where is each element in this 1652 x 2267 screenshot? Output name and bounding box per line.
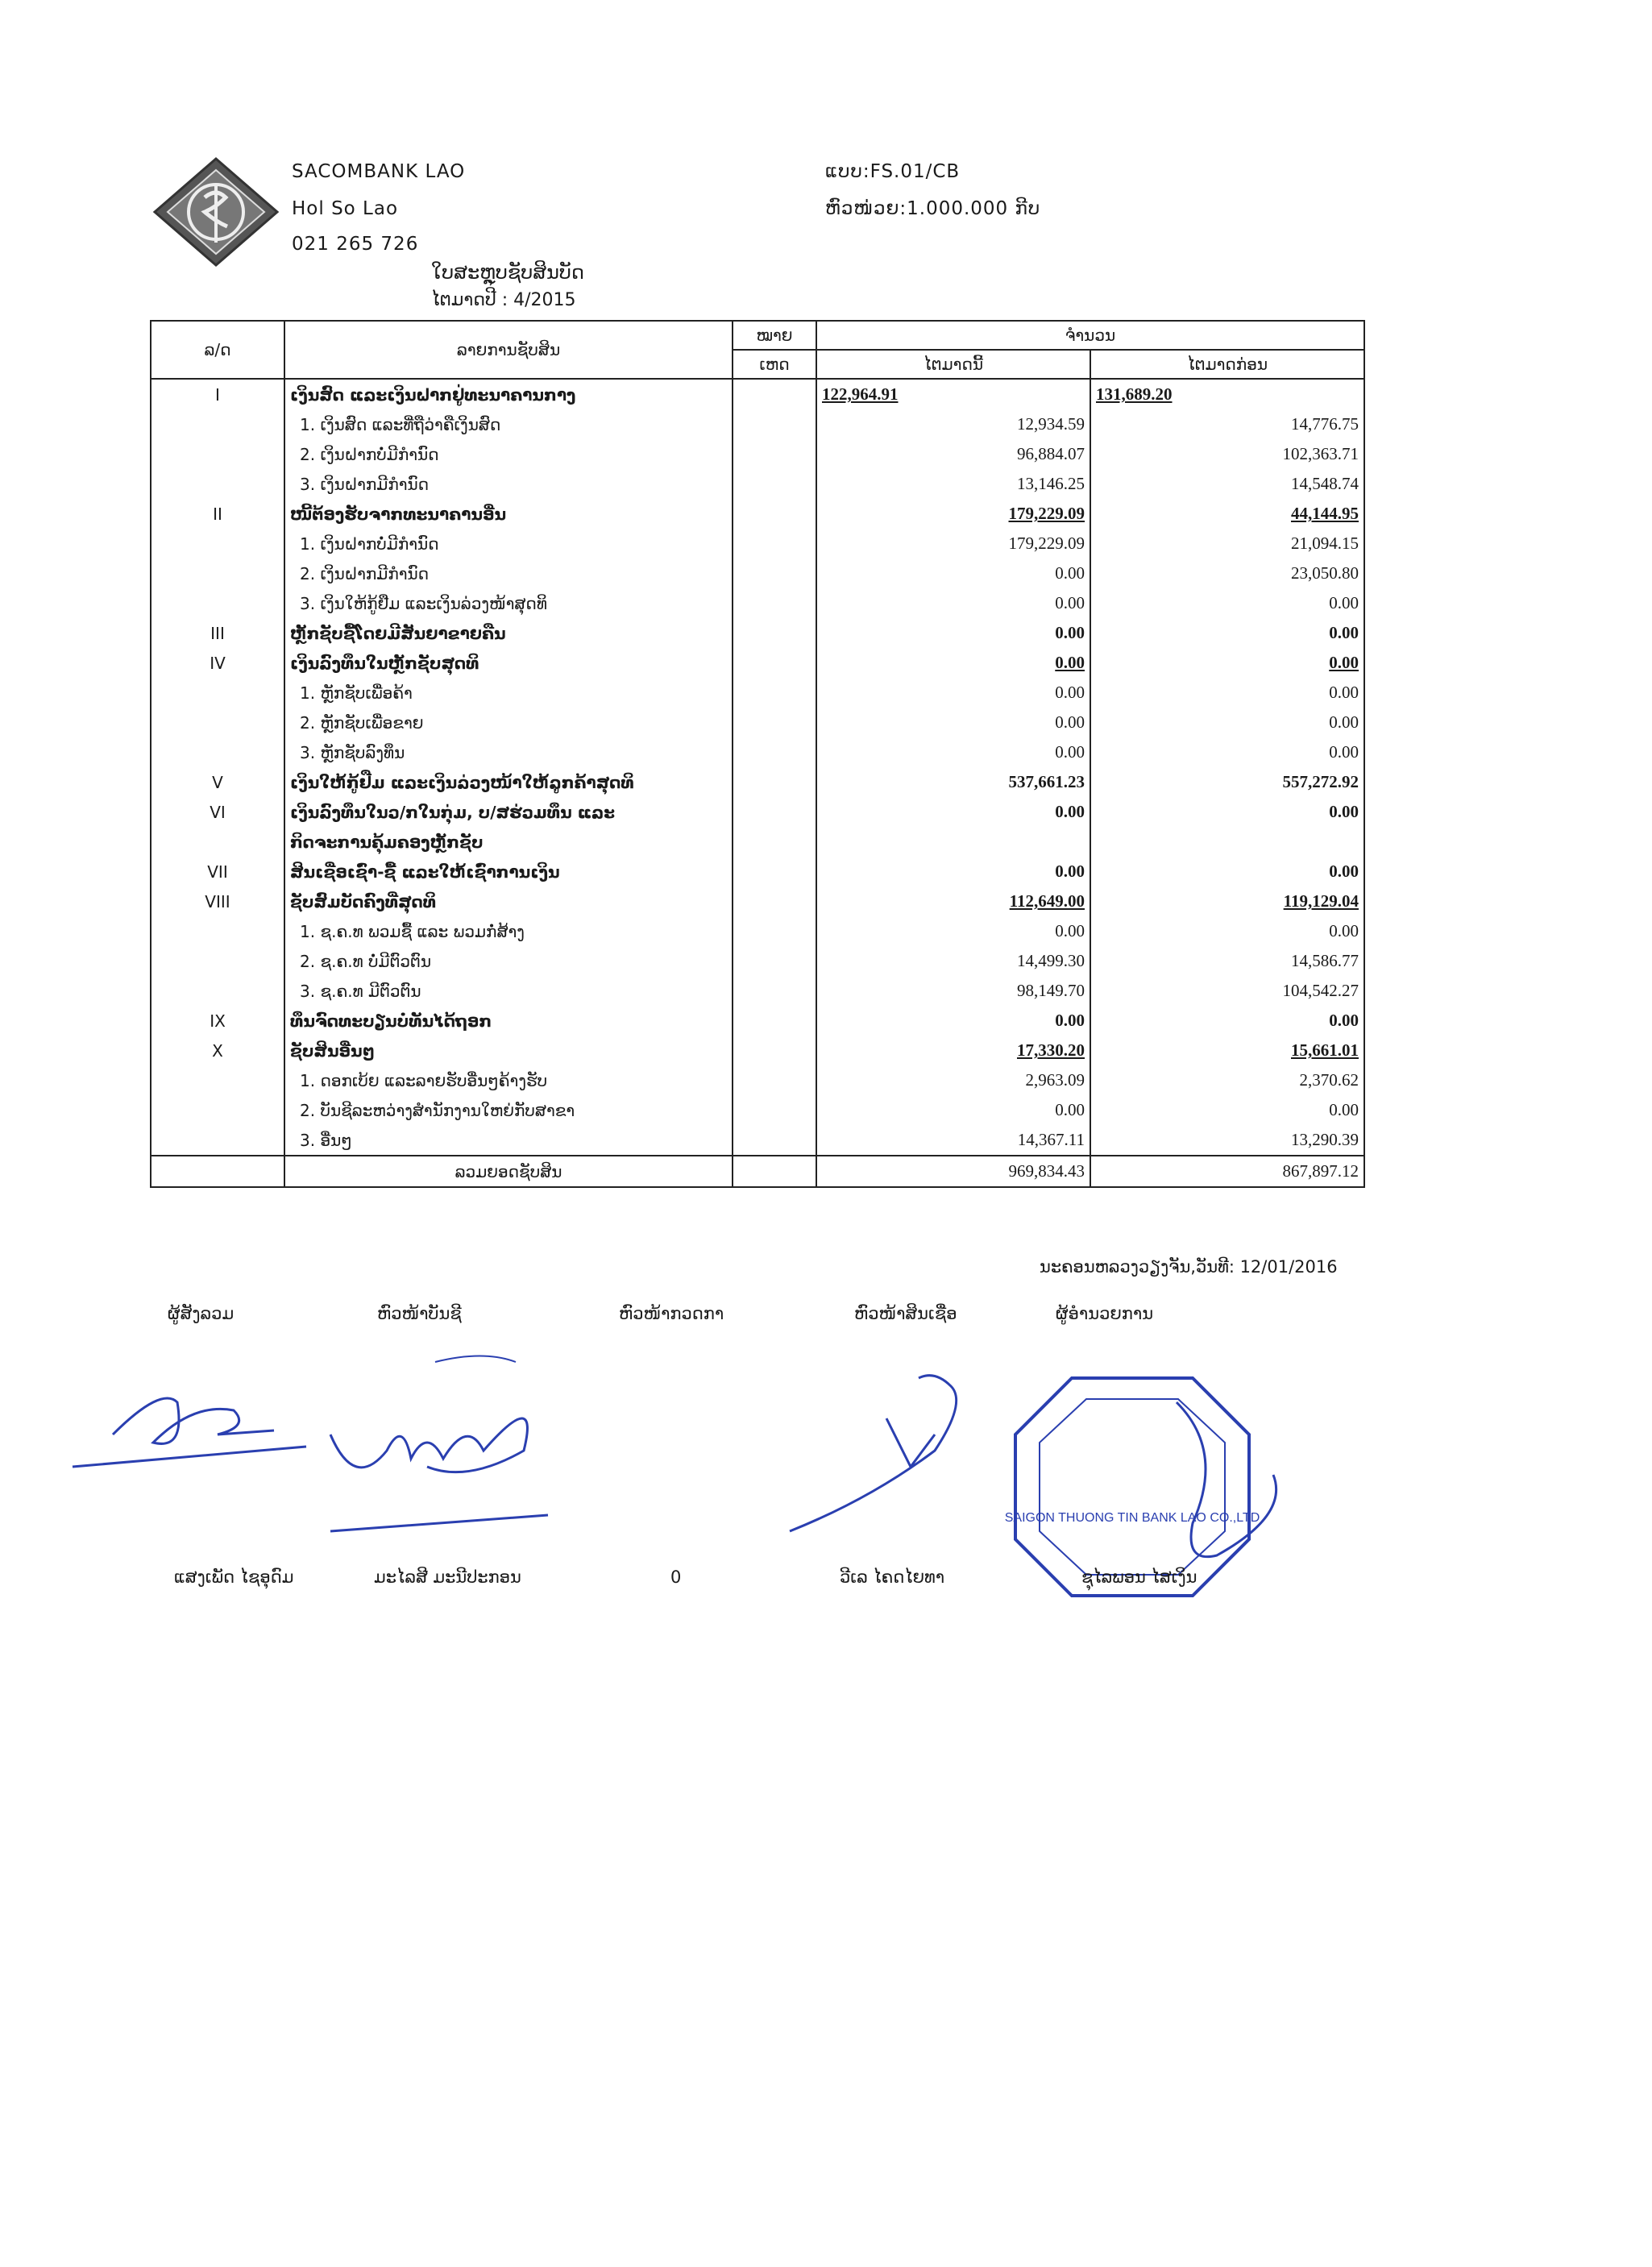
- table-row: [151, 737, 1364, 767]
- row-previous: [1090, 439, 1364, 469]
- row-note: [733, 1006, 816, 1036]
- row-code: V: [151, 767, 284, 797]
- row-current-value: 2,963.09: [1025, 1070, 1085, 1090]
- row-current-value: 0.00: [1055, 1100, 1085, 1119]
- table-row: [151, 1065, 1364, 1095]
- row-current: [816, 439, 1090, 469]
- row-item: ຊັບສົມບັດຄົງທີ່ສຸດທິ: [284, 886, 733, 916]
- row-previous-value: 0.00: [1329, 623, 1359, 642]
- row-current: [816, 469, 1090, 499]
- bank-logo: [152, 156, 280, 268]
- phone-number: 021 265 726: [292, 234, 419, 255]
- row-previous-value: 0.00: [1329, 742, 1359, 762]
- row-previous-value: 23,050.80: [1291, 563, 1359, 583]
- row-item: 3. ຫຼັກຊັບລົງທຶນ: [284, 737, 733, 767]
- row-current: [816, 1036, 1090, 1065]
- row-previous-value: 14,586.77: [1291, 951, 1359, 970]
- row-note: [733, 737, 816, 767]
- row-item: ຫຼັກຊັບຊື້ໂດຍມີສັນຍາຂາຍຄືນ: [284, 618, 733, 648]
- row-current-value: 0.00: [1055, 683, 1085, 702]
- row-previous-value: 119,129.04: [1283, 891, 1359, 911]
- row-current: [816, 1006, 1090, 1036]
- row-current: [816, 618, 1090, 648]
- row-item: ທຶນຈົດທະບຽນບໍ່ທັນໄດ້ຖອກ: [284, 1006, 733, 1036]
- row-previous: [1090, 1006, 1364, 1036]
- row-previous-value: 131,689.20: [1096, 384, 1173, 404]
- row-previous-value: 0.00: [1329, 921, 1359, 940]
- row-item: ສິນເຊື່ອເຊົ່າ-ຊື້ ແລະໃຫ້ເຊົ່າການເງິນ: [284, 857, 733, 886]
- row-current-value: 17,330.20: [1017, 1040, 1085, 1060]
- row-current-value: 96,884.07: [1017, 444, 1085, 463]
- total-previous: 867,897.12: [1090, 1156, 1364, 1187]
- col-previous-header: ໄຕມາດກ່ອນ: [1090, 350, 1364, 379]
- total-note-cell: [733, 1156, 816, 1187]
- row-previous: [1090, 1036, 1364, 1065]
- row-current-value: 179,229.09: [1008, 534, 1085, 553]
- col-note-header: ໝາຍ: [733, 321, 816, 350]
- row-code: [151, 946, 284, 976]
- row-previous-value: 557,272.92: [1282, 772, 1359, 791]
- row-current-value: 0.00: [1055, 742, 1085, 762]
- row-item: ໜີ້ຕ້ອງຮັບຈາກທະນາຄານອື່ນ: [284, 499, 733, 529]
- row-item: 1. ເງິນຝາກບໍ່ມີກຳນົດ: [284, 529, 733, 558]
- row-note: [733, 1125, 816, 1156]
- row-note: [733, 1065, 816, 1095]
- row-previous: [1090, 1095, 1364, 1125]
- table-row: [151, 886, 1364, 916]
- row-item: 3. ເງິນຝາກມີກຳນົດ: [284, 469, 733, 499]
- row-code: [151, 529, 284, 558]
- row-code: [151, 409, 284, 439]
- row-previous-value: 0.00: [1329, 653, 1359, 672]
- row-current: [816, 737, 1090, 767]
- signer-role-chief-accountant: ຫົວໜ້າບັນຊີ: [377, 1304, 462, 1323]
- row-current: [816, 379, 1090, 409]
- total-row: [151, 1156, 1364, 1187]
- col-item-header: ລາຍການຊັບສິນ: [284, 321, 733, 379]
- row-previous: [1090, 737, 1364, 767]
- row-note: [733, 886, 816, 916]
- table-row: [151, 409, 1364, 439]
- row-note: [733, 857, 816, 886]
- row-previous: [1090, 409, 1364, 439]
- row-code: [151, 737, 284, 767]
- row-code: IX: [151, 1006, 284, 1036]
- row-note: [733, 797, 816, 827]
- row-code: VIII: [151, 886, 284, 916]
- row-item: 1. ດອກເບ້ຍ ແລະລາຍຮັບອື່ນໆຄ້າງຮັບ: [284, 1065, 733, 1095]
- col-current-header: ໄຕມາດນີ້: [816, 350, 1090, 379]
- row-previous: [1090, 946, 1364, 976]
- row-previous-value: 13,290.39: [1291, 1130, 1359, 1149]
- table-row: [151, 708, 1364, 737]
- row-current: [816, 1095, 1090, 1125]
- row-note: [733, 708, 816, 737]
- row-item: 2. ຊ.ຄ.ທ ບໍ່ມີຕົວຕົນ: [284, 946, 733, 976]
- table-row: [151, 797, 1364, 827]
- signer-role-credit-head: ຫົວໜ້າສິນເຊື່ອ: [854, 1304, 957, 1323]
- row-note: [733, 678, 816, 708]
- row-note: [733, 529, 816, 558]
- row-code: [151, 708, 284, 737]
- row-current-value: 0.00: [1055, 862, 1085, 881]
- row-previous: [1090, 1125, 1364, 1156]
- row-current-value: 122,964.91: [822, 384, 899, 404]
- row-previous: [1090, 678, 1364, 708]
- table-row: [151, 469, 1364, 499]
- row-code: [151, 558, 284, 588]
- row-note: [733, 499, 816, 529]
- row-item: 2. ຫຼັກຊັບເພື່ອຂາຍ: [284, 708, 733, 737]
- row-note: [733, 409, 816, 439]
- document-period: ໄຕມາດປີ : 4/2015: [431, 290, 576, 310]
- table-row: [151, 439, 1364, 469]
- row-item: 1. ເງິນສົດ ແລະທີ່ຖືວ່າຄືເງິນສົດ: [284, 409, 733, 439]
- col-no-header: ລ/ດ: [151, 321, 284, 379]
- row-previous: [1090, 529, 1364, 558]
- row-item: ເງິນລົງທຶນໃນຫຼັກຊັບສຸດທິ: [284, 648, 733, 678]
- row-previous-value: 15,661.01: [1291, 1040, 1359, 1060]
- total-code-cell: [151, 1156, 284, 1187]
- row-previous-value: 2,370.62: [1299, 1070, 1359, 1090]
- row-previous-value: 0.00: [1329, 593, 1359, 612]
- row-current: [816, 499, 1090, 529]
- signer-role-compiler: ຜູ້ສັງລວມ: [168, 1304, 235, 1323]
- row-previous-value: 21,094.15: [1291, 534, 1359, 553]
- total-label: ລວມຍອດຊັບສິນ: [284, 1156, 733, 1187]
- row-code: [151, 439, 284, 469]
- bank-name: SACOMBANK LAO: [292, 161, 466, 182]
- row-current-value: 14,367.11: [1017, 1130, 1085, 1149]
- form-code: ແບບ:FS.01/CB: [825, 161, 961, 182]
- row-note: [733, 379, 816, 409]
- row-current: [816, 648, 1090, 678]
- row-current: [816, 767, 1090, 797]
- row-code: [151, 469, 284, 499]
- row-current: [816, 529, 1090, 558]
- signer-name-credit-head: ວີເລ ໄຄດໄຍທາ: [840, 1567, 945, 1587]
- row-previous: [1090, 558, 1364, 588]
- row-previous-value: 0.00: [1329, 802, 1359, 821]
- row-note: [733, 1095, 816, 1125]
- row-current-value: 179,229.09: [1008, 504, 1085, 523]
- row-note: [733, 469, 816, 499]
- row-current-value: 0.00: [1055, 921, 1085, 940]
- table-row: [151, 648, 1364, 678]
- row-code: II: [151, 499, 284, 529]
- row-previous: [1090, 648, 1364, 678]
- row-current: [816, 678, 1090, 708]
- table-row: [151, 618, 1364, 648]
- row-item: 3. ເງິນໃຫ້ກູ້ຢືມ ແລະເງິນລ່ວງໜ້າສຸດທິ: [284, 588, 733, 618]
- row-previous: [1090, 976, 1364, 1006]
- balance-sheet-table: [150, 320, 1365, 1188]
- row-previous-value: 14,776.75: [1291, 414, 1359, 434]
- row-note: [733, 1036, 816, 1065]
- row-code: VI: [151, 797, 284, 827]
- table-row: [151, 558, 1364, 588]
- row-note: [733, 558, 816, 588]
- row-item: ຊັບສິນອື່ນໆ: [284, 1036, 733, 1065]
- table-row: [151, 588, 1364, 618]
- row-current: [816, 976, 1090, 1006]
- row-previous-value: 0.00: [1329, 683, 1359, 702]
- table-row: [151, 1125, 1364, 1156]
- row-code: [151, 1125, 284, 1156]
- table-row: [151, 499, 1364, 529]
- table-row: [151, 379, 1364, 409]
- table-body: [151, 379, 1364, 1156]
- row-previous-value: 0.00: [1329, 1011, 1359, 1030]
- row-item: 1. ຫຼັກຊັບເພື່ອຄ້າ: [284, 678, 733, 708]
- row-previous-value: 44,144.95: [1291, 504, 1359, 523]
- row-code: [151, 678, 284, 708]
- row-current: [816, 1125, 1090, 1156]
- row-note: [733, 916, 816, 946]
- office-name: Hol So Lao: [292, 198, 399, 219]
- signer-name-director: ຊຸໄລພອນ ໄສເງິນ: [1081, 1567, 1197, 1587]
- row-item: ເງິນໃຫ້ກູ້ຢືມ ແລະເງິນລ່ວງໜ້າໃຫ້ລູກຄ້າສຸດທິ: [284, 767, 733, 797]
- row-code: [151, 916, 284, 946]
- row-current-value: 0.00: [1055, 563, 1085, 583]
- signer-name-chief-accountant: ມະໄລສີ ມະນີປະກອນ: [374, 1567, 521, 1587]
- row-code: III: [151, 618, 284, 648]
- table-row: [151, 946, 1364, 976]
- row-item: ເງິນສົດ ແລະເງິນຝາກຢູ່ທະນາຄານກາງ: [284, 379, 733, 409]
- table-row: [151, 1036, 1364, 1065]
- row-current-value: 12,934.59: [1017, 414, 1085, 434]
- row-previous-value: 0.00: [1329, 1100, 1359, 1119]
- row-item: ເງິນລົງທຶນໃນວ/ກໃນກຸ່ມ, ບ/ສຮ່ວມທຶນ ແລະ: [284, 797, 733, 827]
- signer-role-inspector: ຫົວໜ້າກວດກາ: [619, 1304, 724, 1323]
- row-note: [733, 588, 816, 618]
- table-row: [151, 857, 1364, 886]
- row-previous: [1090, 1065, 1364, 1095]
- row-previous: [1090, 588, 1364, 618]
- table-row: [151, 767, 1364, 797]
- row-previous: [1090, 379, 1364, 409]
- row-current: [816, 409, 1090, 439]
- row-code: I: [151, 379, 284, 409]
- row-current: [816, 558, 1090, 588]
- row-current: [816, 827, 1090, 857]
- row-code: [151, 1065, 284, 1095]
- table-row: [151, 916, 1364, 946]
- table-row: [151, 678, 1364, 708]
- row-current: [816, 886, 1090, 916]
- signer-name-compiler: ແສງເພັດ ໄຊອຸດົມ: [174, 1567, 294, 1587]
- row-note: [733, 767, 816, 797]
- row-previous: [1090, 469, 1364, 499]
- row-code: [151, 1095, 284, 1125]
- row-previous-value: 14,548.74: [1291, 474, 1359, 493]
- document-title: ໃບສະຫຼຸບຊັບສິນບັດ: [431, 261, 584, 284]
- row-note: [733, 827, 816, 857]
- row-current-value: 0.00: [1055, 593, 1085, 612]
- row-current-value: 0.00: [1055, 802, 1085, 821]
- row-previous-value: 0.00: [1329, 712, 1359, 732]
- row-previous: [1090, 708, 1364, 737]
- unit-label: ຫົວໜ່ວຍ:1.000.000 ກີບ: [825, 198, 1041, 219]
- row-current: [816, 1065, 1090, 1095]
- row-current: [816, 946, 1090, 976]
- row-current-value: 98,149.70: [1017, 981, 1085, 1000]
- row-previous: [1090, 618, 1364, 648]
- row-previous: [1090, 916, 1364, 946]
- row-previous: [1090, 886, 1364, 916]
- row-note: [733, 946, 816, 976]
- place-date: ນະຄອນຫລວງວຽງຈັນ,ວັນທີ: 12/01/2016: [1040, 1257, 1338, 1277]
- row-current-value: 537,661.23: [1008, 772, 1085, 791]
- row-current: [816, 916, 1090, 946]
- row-current-value: 14,499.30: [1017, 951, 1085, 970]
- row-previous: [1090, 767, 1364, 797]
- row-item: 3. ອື່ນໆ: [284, 1125, 733, 1156]
- row-code: [151, 588, 284, 618]
- row-current-value: 0.00: [1055, 623, 1085, 642]
- row-code: [151, 827, 284, 857]
- row-code: X: [151, 1036, 284, 1065]
- table-header-row: [151, 321, 1364, 350]
- table-row: [151, 529, 1364, 558]
- row-note: [733, 439, 816, 469]
- row-code: VII: [151, 857, 284, 886]
- signer-role-director: ຜູ້ອຳນວຍການ: [1056, 1304, 1154, 1323]
- total-current: 969,834.43: [816, 1156, 1090, 1187]
- row-previous-value: 0.00: [1329, 862, 1359, 881]
- row-current-value: 0.00: [1055, 712, 1085, 732]
- table-row: [151, 1095, 1364, 1125]
- stamp-text: SAIGON THUONG TIN BANK LAO CO.,LTD: [1004, 1511, 1260, 1525]
- row-code: IV: [151, 648, 284, 678]
- row-current-value: 0.00: [1055, 1011, 1085, 1030]
- signer-name-inspector: 0: [670, 1567, 682, 1587]
- row-previous: [1090, 499, 1364, 529]
- row-item: ກິດຈະການຄຸ້ມຄອງຫຼັກຊັບ: [284, 827, 733, 857]
- row-item: 2. ບັນຊີລະຫວ່າງສຳນັກງານໃຫຍ່ກັບສາຂາ: [284, 1095, 733, 1125]
- row-previous-value: 104,542.27: [1282, 981, 1359, 1000]
- row-code: [151, 976, 284, 1006]
- row-current: [816, 588, 1090, 618]
- row-note: [733, 976, 816, 1006]
- row-note: [733, 648, 816, 678]
- row-current-value: 13,146.25: [1017, 474, 1085, 493]
- row-current-value: 0.00: [1055, 653, 1085, 672]
- row-current: [816, 857, 1090, 886]
- col-amount-header: ຈຳນວນ: [816, 321, 1364, 350]
- table-row: [151, 976, 1364, 1006]
- table-row: [151, 1006, 1364, 1036]
- row-item: 2. ເງິນຝາກບໍ່ມີກຳນົດ: [284, 439, 733, 469]
- row-current: [816, 797, 1090, 827]
- table-row: [151, 827, 1364, 857]
- row-item: 3. ຊ.ຄ.ທ ມີຕົວຕົນ: [284, 976, 733, 1006]
- col-note-header-2: ເຫດ: [733, 350, 816, 379]
- row-previous-value: 102,363.71: [1282, 444, 1359, 463]
- row-note: [733, 618, 816, 648]
- row-previous: [1090, 797, 1364, 827]
- row-previous: [1090, 827, 1364, 857]
- row-previous: [1090, 857, 1364, 886]
- row-item: 1. ຊ.ຄ.ທ ພວມຊື້ ແລະ ພວມກໍ່ສ້າງ: [284, 916, 733, 946]
- row-current-value: 112,649.00: [1009, 891, 1085, 911]
- row-item: 2. ເງິນຝາກມີກຳນົດ: [284, 558, 733, 588]
- row-current: [816, 708, 1090, 737]
